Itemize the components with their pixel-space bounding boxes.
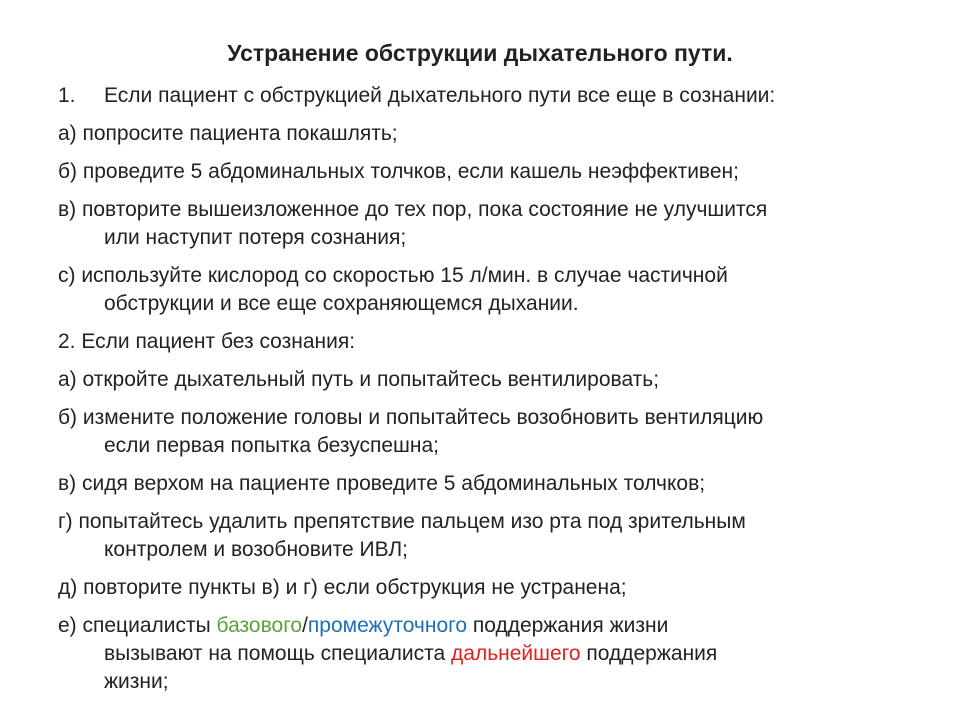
list-item-1b: б) проведите 5 абдоминальных толчков, если кашель неэффективен; (58, 160, 739, 183)
list-item-2d-line1: г) попытайтесь удалить препятствие пальцем изо рта под зрительным (58, 510, 746, 533)
list-item-2d (58, 508, 918, 564)
list-item-2a: а) откройте дыхательный путь и попытайтесь вентилировать; (58, 368, 660, 391)
list-item-2f-line3: жизни; (104, 670, 169, 693)
slash-separator: / (302, 614, 308, 637)
list-item-1c (58, 196, 918, 252)
slide-content (58, 82, 918, 706)
list-item-1c-line2: или наступит потеря сознания; (104, 226, 407, 249)
list-item-1-text: Если пациент с обструкцией дыхательного пути все еще в сознании: (104, 84, 776, 107)
list-item-2b (58, 404, 918, 460)
list-item-2: 2. Если пациент без сознания: (58, 330, 356, 353)
list-item-2f-line2-part1: вызывают на помощь специалиста (104, 642, 452, 665)
highlight-basic: базового (216, 614, 303, 637)
list-item-2f-part1: е) специалисты (58, 614, 217, 637)
list-item-1a: а) попросите пациента покашлять; (58, 122, 398, 145)
list-item-2c: в) сидя верхом на пациенте проведите 5 абдоминальных толчков; (58, 472, 706, 495)
list-item-1d-line1: с) используйте кислород со скоростью 15 л/мин. в случае частичной (58, 264, 728, 287)
list-item-2f (58, 612, 918, 696)
list-number-1: 1. (58, 84, 76, 107)
highlight-intermediate: промежуточного (307, 614, 468, 637)
list-item-1 (58, 82, 918, 110)
slide-title: Устранение обструкции дыхательного пути. (227, 40, 733, 66)
list-item-2e: д) повторите пункты в) и г) если обструкция не устранена; (58, 576, 627, 599)
highlight-advanced: дальнейшего (451, 642, 581, 665)
list-item-2f-part2: поддержания жизни (467, 614, 669, 637)
list-item-2b-line2: если первая попытка безуспешна; (104, 434, 440, 457)
list-item-2d-line2: контролем и возобновите ИВЛ; (104, 538, 408, 561)
list-item-1c-line1: в) повторите вышеизложенное до тех пор, пока состояние не улучшится (58, 198, 768, 221)
list-item-2f-line2-part2: поддержания (580, 642, 718, 665)
list-item-1d-line2: обструкции и все еще сохраняющемся дыхании. (104, 292, 579, 315)
list-item-1d (58, 262, 918, 318)
list-item-2b-line1: б) измените положение головы и попытайтесь возобновить вентиляцию (58, 406, 764, 429)
